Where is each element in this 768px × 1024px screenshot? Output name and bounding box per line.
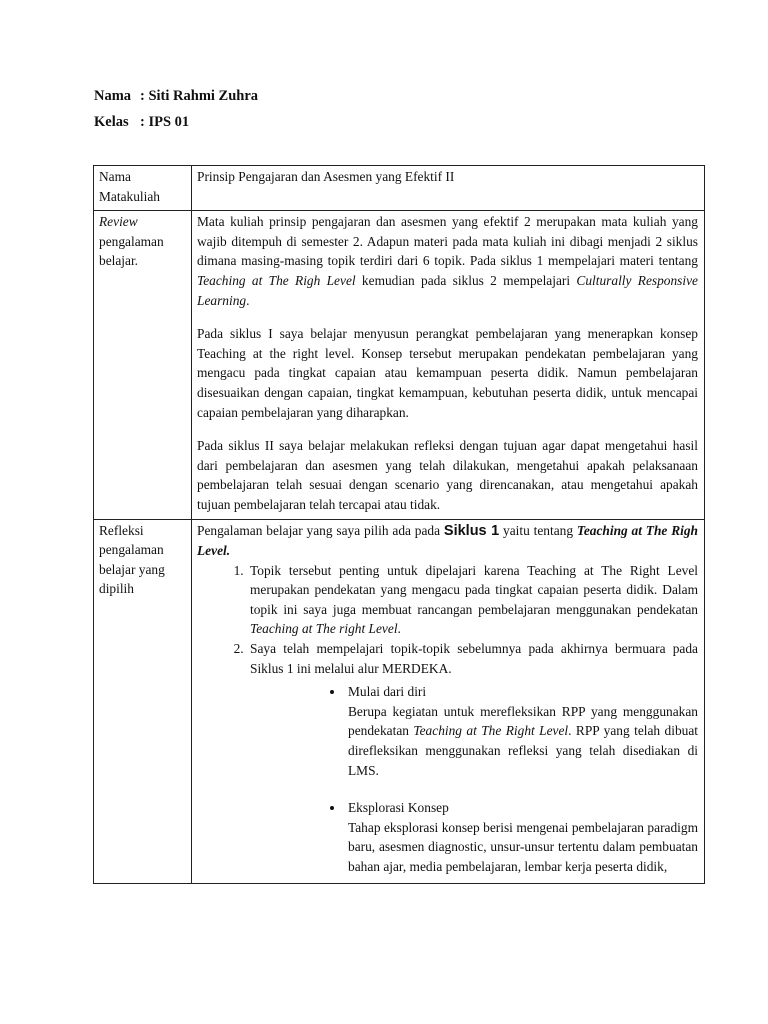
class-label: Kelas [94, 114, 129, 130]
course-label-cell [94, 166, 192, 211]
list-item [247, 639, 698, 877]
review-label-italic: Review [99, 214, 138, 230]
name-value: : Siti Rahmi Zuhra [140, 88, 259, 104]
reflection-intro [197, 521, 698, 561]
reflection-label: Refleksi pengalaman belajar yang dipilih [99, 522, 165, 597]
table-row-course [94, 166, 705, 211]
bullet-1-body [348, 702, 698, 780]
name-label: Nama [94, 88, 132, 104]
course-value-cell [192, 166, 705, 211]
review-label-rest: pengalaman belajar. [99, 233, 164, 269]
student-class-line [94, 114, 189, 131]
reflection-table [93, 165, 705, 884]
review-p1-text-a: Mata kuliah prinsip pengajaran dan asesmen yang efektif 2 merupakan mata kuliah yang wajib ditempuh di semester 2. Adapun materi pada mata kuliah ini dibagi menjadi 2 siklus dimana masing-masing topik terdiri dari 6 topik. Pada siklus 1 mempelajari materi tentang [197, 214, 698, 269]
review-p1-text-c: . [246, 292, 250, 308]
review-p1-emphasis-1: Teaching at The Righ Level [197, 272, 356, 288]
reflection-intro-cycle: Siklus 1 [443, 522, 500, 539]
review-paragraph-1 [197, 212, 698, 310]
bullet-1-text-b: . RPP yang telah dibuat direfleksikan menggunakan refleksi yang telah disediakan di LMS. [348, 723, 698, 778]
reflection-intro-text-b: yaitu tentang [499, 522, 577, 538]
review-paragraph-3: Pada siklus II saya belajar melakukan refleksi dengan tujuan agar dapat mengetahui hasil dari pembelajaran dan asesmen yang telah dilakukan, mengetahui apakah pelaksanaan pembelajaran telah sesuai dengan scenario yang direncanakan, atau mengetahui apakah tujuan pembelajaran telah tercapai atau tidak. [197, 438, 698, 512]
course-name: Prinsip Pengajaran dan Asesmen yang Efektif II [197, 169, 455, 184]
merdeka-bullet-list [250, 682, 698, 876]
list-item-1-text-a: Topik tersebut penting untuk dipelajari karena Teaching at The Right Level merupakan pendekatan yang mengacu pada tingkat capaian peserta didik. Dalam topik ini saya juga membuat rancangan pembelajaran menggunakan pendekatan [250, 562, 698, 617]
review-p1-text-b: kemudian pada siklus 2 mempelajari [355, 272, 577, 288]
review-label-cell [94, 211, 192, 519]
list-item-1-text-b: . [397, 621, 401, 637]
bullet-1-emphasis: Teaching at The Right Level [413, 723, 569, 739]
class-value: : IPS 01 [140, 114, 190, 130]
bullet-1-title: • Mulai dari diri [348, 684, 427, 700]
reflection-numbered-list [197, 561, 698, 877]
list-item [247, 561, 698, 639]
bullet-2-title: • Eksplorasi Konsep [348, 800, 449, 816]
list-item-1-emphasis: Teaching at The right Level [250, 621, 398, 637]
review-paragraph-2: Pada siklus I saya belajar menyusun perangkat pembelajaran yang menerapkan konsep Teaching at the right level. Konsep tersebut merupakan pendekatan pembelajaran yang mengacu pada tingkat capaian atau kemampuan peserta didik. Namun pembelajaran disesuaikan dengan capaian, tingkat kemampuan, kebutuhan peserta didik, untuk mencapai capaian pembelajaran yang diharapkan. [197, 326, 698, 420]
bullet-1-text-a: Berupa kegiatan untuk merefleksikan RPP yang menggunakan pendekatan [348, 703, 698, 739]
reflection-intro-topic: Teaching at The Righ Level. [197, 522, 698, 559]
review-content-cell [192, 211, 705, 519]
bullet-item [345, 798, 698, 876]
reflection-content-cell [192, 519, 705, 883]
reflection-label-cell [94, 519, 192, 883]
bullet-item [345, 682, 698, 798]
table-row-reflection [94, 519, 705, 883]
student-name-line [94, 88, 258, 105]
course-label: Nama Matakuliah [99, 169, 160, 204]
review-p1-emphasis-2: Culturally Responsive Learning [197, 272, 699, 308]
table-row-review [94, 211, 705, 519]
reflection-intro-text-a: Pengalaman belajar yang saya pilih ada pada [197, 522, 444, 538]
bullet-2-body: Tahap eksplorasi konsep berisi mengenai pembelajaran paradigm baru, asesmen diagnostic, unsur-unsur tertentu dalam pembuatan bahan ajar, media pembelajaran, lembar kerja peserta didik, [348, 819, 698, 874]
list-item-2-text: Saya telah mempelajari topik-topik sebelumnya pada akhirnya bermuara pada Siklus 1 ini melalui alur MERDEKA. [250, 641, 698, 676]
